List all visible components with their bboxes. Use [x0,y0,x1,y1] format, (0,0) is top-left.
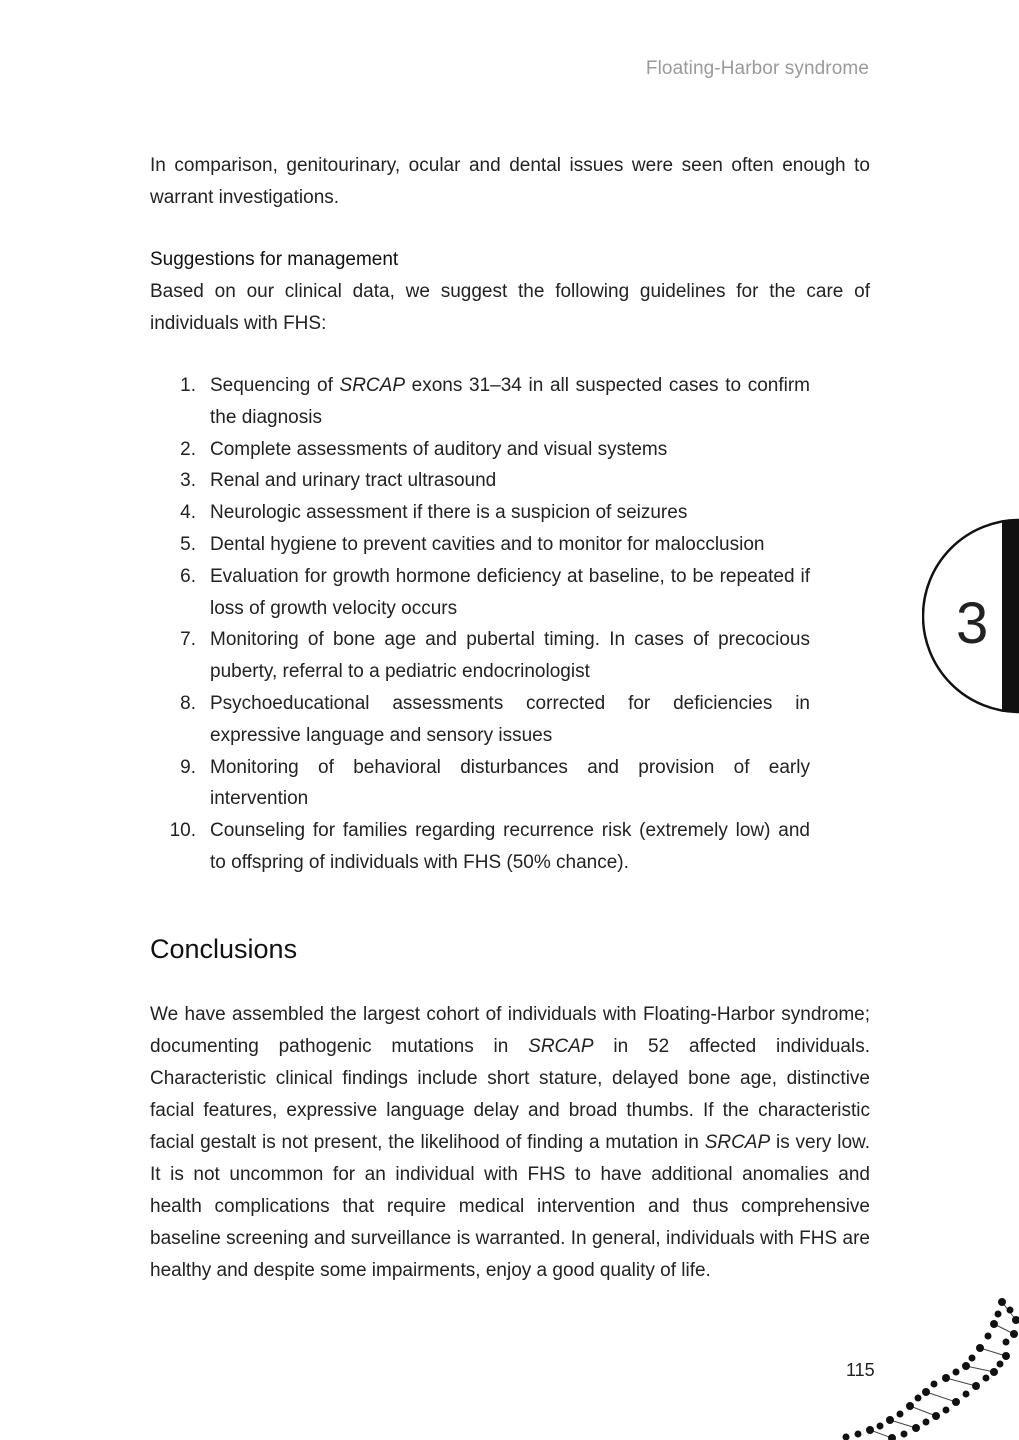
running-header: Floating-Harbor syndrome [645,58,869,79]
list-number: 5. [180,533,196,555]
management-heading: Suggestions for management [150,249,399,270]
chapter-tab [922,518,1019,714]
list-item [150,434,810,466]
page-content [150,150,870,1287]
conclusions-text-part: in 52 affected individuals. Characteristic clinical findings include short stature, delayed bone age, distinctive facial features, expressive language delay and broad thumbs. If the characteristic facial gestalt is not present, the likelihood of finding a mutation in [150,1035,870,1153]
list-item [150,624,810,688]
chapter-tab-bar [1002,520,1019,712]
list-number: 4. [180,502,196,524]
intro-paragraph: In comparison, genitourinary, ocular and dental issues were seen often enough to warrant investigations. [150,155,870,208]
list-text: Monitoring of bone age and pubertal timing. In cases of precocious puberty, referral to a pediatric endocrinologist [210,629,810,683]
chapter-number: 3 [956,591,989,656]
list-text: Evaluation for growth hormone deficiency at baseline, to be repeated if loss of growth velocity occurs [210,565,810,619]
list-item [150,561,810,625]
list-item [150,529,810,561]
list-text: Complete assessments of auditory and visual systems [210,438,668,460]
list-text: Neurologic assessment if there is a suspicion of seizures [210,502,688,524]
list-number: 1. [180,375,196,396]
list-item [150,688,810,752]
list-text: Renal and urinary tract ultrasound [210,470,497,492]
list-text: Dental hygiene to prevent cavities and to monitor for malocclusion [210,533,765,555]
list-item [150,370,810,434]
list-number: 9. [180,756,196,778]
conclusions-text-part: is very low. It is not uncommon for an individual with FHS to have additional anomalies and health complications that require medical intervention and thus comprehensive baseline screening and surveillance is warranted. In general, individuals with FHS are healthy and despite some impairments, enjoy a good quality of life. [150,1131,870,1281]
list-text: Psychoeducational assessments corrected for deficiencies in expressive language and sensory issues [210,692,810,746]
list-item [150,497,810,529]
guidelines-list [150,370,810,879]
conclusions-heading: Conclusions [150,933,298,964]
list-number: 2. [180,438,196,460]
list-item [150,465,810,497]
page-number: 115 [846,1360,875,1380]
list-text-part: exons 31–34 in all suspected cases to confirm the diagnosis [210,375,810,428]
list-text: Counseling for families regarding recurrence risk (extremely low) and to offspring of individuals with FHS (50% chance). [210,820,810,873]
list-item [150,815,810,879]
gene-name: SRCAP [528,1035,594,1057]
list-number: 7. [180,629,196,651]
list-item [150,752,810,816]
gene-name: SRCAP [704,1131,771,1153]
list-number: 8. [180,692,196,714]
list-number: 6. [180,565,196,587]
list-text-part: Sequencing of [210,375,340,396]
gene-name: SRCAP [339,375,405,396]
list-number: 3. [180,470,196,492]
list-text: Monitoring of behavioral disturbances and provision of early intervention [210,756,810,810]
list-number: 10. [169,820,196,842]
conclusions-text-part: We have assembled the largest cohort of individuals with Floating-Harbor syndrome; documenting pathogenic mutations in [150,1003,870,1057]
conclusions-paragraph [150,999,870,1287]
management-lead: Based on our clinical data, we suggest the following guidelines for the care of individuals with FHS: [150,281,870,334]
dna-decoration-icon [830,1290,1019,1440]
